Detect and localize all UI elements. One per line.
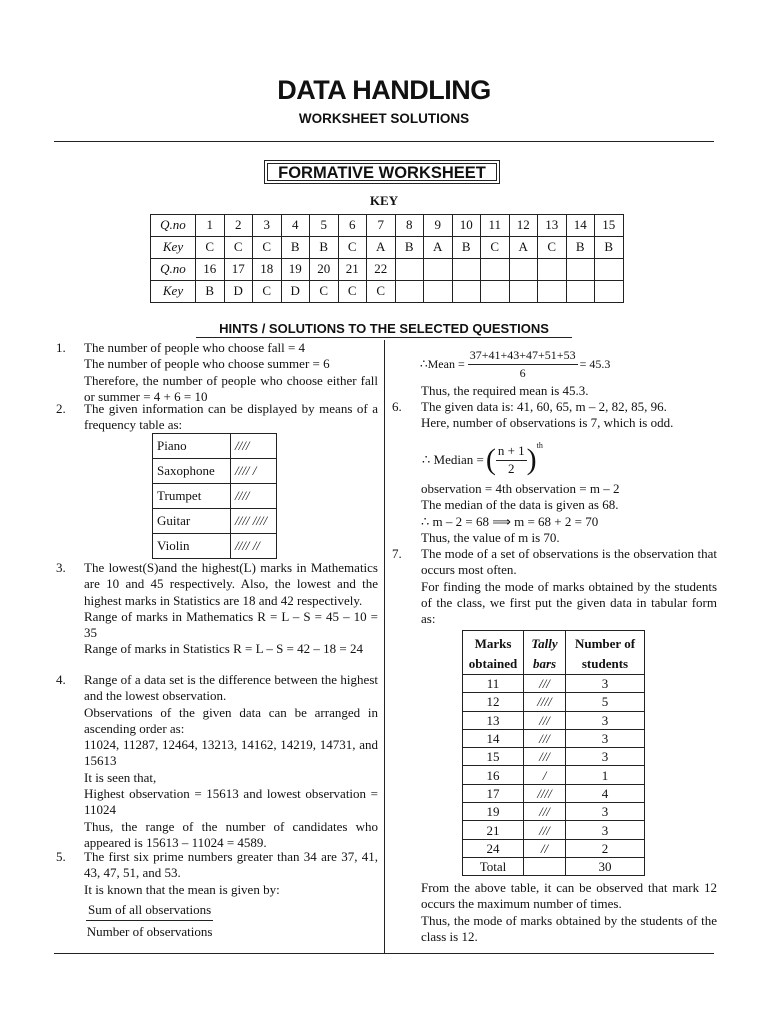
frequency-row [153,459,277,484]
median-label: ∴ Median = [422,451,484,467]
q5-text: The first six prime numbers greater than 34 are 37, 41, 43, 47, 51, and 53. [84,849,378,881]
key-row-label: Key [151,281,196,303]
key-row-label: Q.no [151,215,196,237]
key-cell [566,281,595,303]
mean-calculation [420,346,610,382]
student-count: 3 [566,729,645,747]
marks-row [463,711,645,729]
q3-number: 3. [56,560,66,575]
key-cell: C [367,281,396,303]
q2-text: The given information can be displayed by means of a frequency table as: [84,401,378,433]
frequency-row [153,484,277,509]
key-row-label: Key [151,237,196,259]
instrument-name: Guitar [153,509,231,534]
mean-fraction [468,347,578,381]
key-cell: 1 [196,215,225,237]
hints-heading: HINTS / SOLUTIONS TO THE SELECTED QUESTIONS [219,321,549,336]
marks-row [463,784,645,802]
key-cell [452,259,481,281]
key-cell: 4 [281,215,310,237]
q6-line6: Thus, the value of m is 70. [421,529,560,545]
q7-line4: Thus, the mode of marks obtained by the students of the class is 12. [421,912,717,944]
marks-row [463,693,645,711]
q3-text: The lowest(S)and the highest(L) marks in Mathematics are 10 and 45 respectively. Also, the lowest and the highest marks in Statistics are 18 and 42 respectively. [84,560,378,608]
q6-line3: observation = 4th observation = m – 2 [421,481,620,496]
tally-bars: //// [524,693,566,711]
key-cell: B [281,237,310,259]
key-row [151,259,624,281]
mark-value: 11 [463,675,524,693]
student-count: 3 [566,675,645,693]
key-cell [509,259,538,281]
key-cell: 19 [281,259,310,281]
marks-row [463,729,645,747]
median-numerator: n + 1 [496,443,527,460]
q6-line4: The median of the data is given as 68. [421,497,619,513]
key-cell: A [367,237,396,259]
key-cell: 3 [253,215,282,237]
answer-key-table [150,214,624,303]
tally-marks: //// [231,434,277,459]
key-cell: 17 [224,259,253,281]
key-cell: C [310,281,339,303]
key-label: KEY [369,193,399,208]
instrument-name: Saxophone [153,459,231,484]
mark-value: 13 [463,711,524,729]
q4-line4: It is seen that, [84,769,157,785]
q6-number: 6. [392,399,402,414]
key-cell: B [310,237,339,259]
key-cell: D [281,281,310,303]
key-cell: B [196,281,225,303]
tally-bars: /// [524,711,566,729]
key-cell: 18 [253,259,282,281]
q3-solution [84,560,378,658]
mark-value: 15 [463,748,524,766]
key-cell [538,281,567,303]
key-cell [538,259,567,281]
q4-line3: 11024, 11287, 12464, 13213, 14162, 14219, 14731, and 15613 [84,737,378,769]
key-cell: C [538,237,567,259]
tally-marks: //// // [231,534,277,559]
marks-header-row [463,631,645,675]
q1-solution [84,340,378,405]
mean-conclusion: Thus, the required mean is 45.3. [421,383,589,398]
mean-formula-numerator: Sum of all observations [86,902,213,921]
instrument-name: Violin [153,534,231,559]
marks-header-cell: Tally bars [524,631,566,675]
mark-value: 12 [463,693,524,711]
key-cell: C [253,237,282,259]
tally-bars: /// [524,748,566,766]
q3-line3: Range of marks in Statistics R = L – S = 42 – 18 = 24 [84,641,363,657]
q1-line: The number of people who choose summer = 6 [84,356,330,372]
marks-header-cell: Marks obtained [463,631,524,675]
q4-line2: Observations of the given data can be arranged in ascending order as: [84,704,378,736]
mark-value: 24 [463,839,524,857]
key-cell [595,259,624,281]
key-row [151,237,624,259]
key-cell: 12 [509,215,538,237]
q6-intro [421,399,717,432]
key-cell: B [452,237,481,259]
mark-value: 16 [463,766,524,784]
key-cell: 5 [310,215,339,237]
marks-header-cell: Number of students [566,631,645,675]
q2-number: 2. [56,401,66,416]
mark-value: 19 [463,803,524,821]
instrument-name: Piano [153,434,231,459]
key-cell: C [338,237,367,259]
student-count: 5 [566,693,645,711]
tally-bars [524,857,566,875]
q1-line: Therefore, the number of people who choose either fall or summer = 4 + 6 = 10 [84,372,378,404]
key-cell: 2 [224,215,253,237]
q5-line2: It is known that the mean is given by: [84,881,280,897]
tally-bars: /// [524,803,566,821]
column-divider [384,340,385,953]
formative-heading-box [264,160,500,184]
key-cell: B [395,237,424,259]
q6-line5: ∴ m – 2 = 68 ⟹ m = 68 + 2 = 70 [421,513,599,529]
q5-number: 5. [56,849,66,864]
median-fraction [496,443,527,477]
marks-row [463,803,645,821]
key-cell [452,281,481,303]
mean-result: = 45.3 [579,356,611,371]
tally-bars: / [524,766,566,784]
q6-line1: The given data is: 41, 60, 65, m – 2, 82, 85, 96. [421,399,667,414]
key-cell [395,259,424,281]
mark-value: 14 [463,729,524,747]
key-cell: C [224,237,253,259]
hints-underline [196,337,572,338]
mean-formula [86,902,213,941]
key-cell: D [224,281,253,303]
q4-number: 4. [56,672,66,687]
q7-intro [421,546,717,627]
key-cell: 22 [367,259,396,281]
key-cell: 9 [424,215,453,237]
key-row [151,281,624,303]
formative-heading: FORMATIVE WORKSHEET [267,163,497,181]
mean-denominator: 6 [519,365,526,380]
key-row [151,215,624,237]
q7-line2: For finding the mode of marks obtained by the students of the class, we first put the given data in tabular form as: [421,578,717,627]
instrument-name: Trumpet [153,484,231,509]
marks-row [463,748,645,766]
key-cell: C [481,237,510,259]
key-cell: 16 [196,259,225,281]
q6-solution [421,481,717,546]
tally-marks: //// //// [231,509,277,534]
mean-numerator: 37+41+43+47+51+53 [468,347,578,364]
key-cell [395,281,424,303]
student-count: 3 [566,711,645,729]
q4-solution [84,672,378,851]
key-cell: 21 [338,259,367,281]
tally-bars: //// [524,784,566,802]
key-cell: C [196,237,225,259]
tally-bars: /// [524,729,566,747]
marks-row [463,675,645,693]
student-count: 2 [566,839,645,857]
key-cell: 14 [566,215,595,237]
key-cell [424,259,453,281]
key-cell: A [509,237,538,259]
q1-line: The number of people who choose fall = 4 [84,340,306,355]
page-title: DATA HANDLING [277,75,491,105]
q7-line3: From the above table, it can be observed that mark 12 occurs the maximum number of times. [421,880,717,912]
q5-solution [84,849,378,898]
key-cell: 15 [595,215,624,237]
left-paren: ( [485,443,496,476]
student-count: 1 [566,766,645,784]
tally-bars: // [524,839,566,857]
student-count: 4 [566,784,645,802]
key-cell: 10 [452,215,481,237]
frequency-row [153,534,277,559]
key-cell: B [595,237,624,259]
marks-table [462,630,645,876]
tally-marks: //// [231,484,277,509]
q7-text: The mode of a set of observations is the observation that occurs most often. [421,546,717,578]
right-paren: ) [526,443,537,476]
q6-line2: Here, number of observations is 7, which is odd. [421,415,674,431]
key-cell: 7 [367,215,396,237]
key-cell: B [566,237,595,259]
mark-value: 21 [463,821,524,839]
key-cell: C [253,281,282,303]
tally-marks: //// / [231,459,277,484]
student-count: 3 [566,748,645,766]
q3-line2: Range of marks in Mathematics R = L – S = 45 – 10 = 35 [84,608,378,641]
key-cell [595,281,624,303]
q4-line5: Highest observation = 15613 and lowest observation = 11024 [84,786,378,818]
q1-number: 1. [56,340,66,355]
page-subtitle: WORKSHEET SOLUTIONS [298,111,470,126]
marks-row [463,766,645,784]
bottom-divider [54,953,714,954]
key-cell: 20 [310,259,339,281]
marks-row [463,821,645,839]
key-cell [481,259,510,281]
q4-line6: Thus, the range of the number of candidates who appeared is 15613 – 11024 = 4589. [84,818,378,850]
key-cell [481,281,510,303]
mean-formula-denominator: Number of observations [86,924,213,940]
key-cell [424,281,453,303]
marks-row [463,839,645,857]
median-formula [422,438,543,482]
tally-bars: /// [524,821,566,839]
student-count: 3 [566,821,645,839]
key-cell: C [338,281,367,303]
frequency-row [153,509,277,534]
key-row-label: Q.no [151,259,196,281]
frequency-table [152,433,277,559]
mark-value: Total [463,857,524,875]
key-cell: 11 [481,215,510,237]
q7-conclusion [421,880,717,945]
median-denominator: 2 [508,460,515,476]
key-cell: A [424,237,453,259]
key-cell: 13 [538,215,567,237]
frequency-row [153,434,277,459]
key-cell: 6 [338,215,367,237]
student-count: 3 [566,803,645,821]
mark-value: 17 [463,784,524,802]
top-divider [54,141,714,142]
key-cell [509,281,538,303]
student-count: 30 [566,857,645,875]
key-cell: 8 [395,215,424,237]
q4-text: Range of a data set is the difference between the highest and the lowest observation. [84,672,378,704]
tally-bars: /// [524,675,566,693]
marks-row [463,857,645,875]
mean-prefix: ∴Mean = [420,356,465,371]
key-cell [566,259,595,281]
q7-number: 7. [392,546,402,561]
median-superscript: th [536,441,543,450]
